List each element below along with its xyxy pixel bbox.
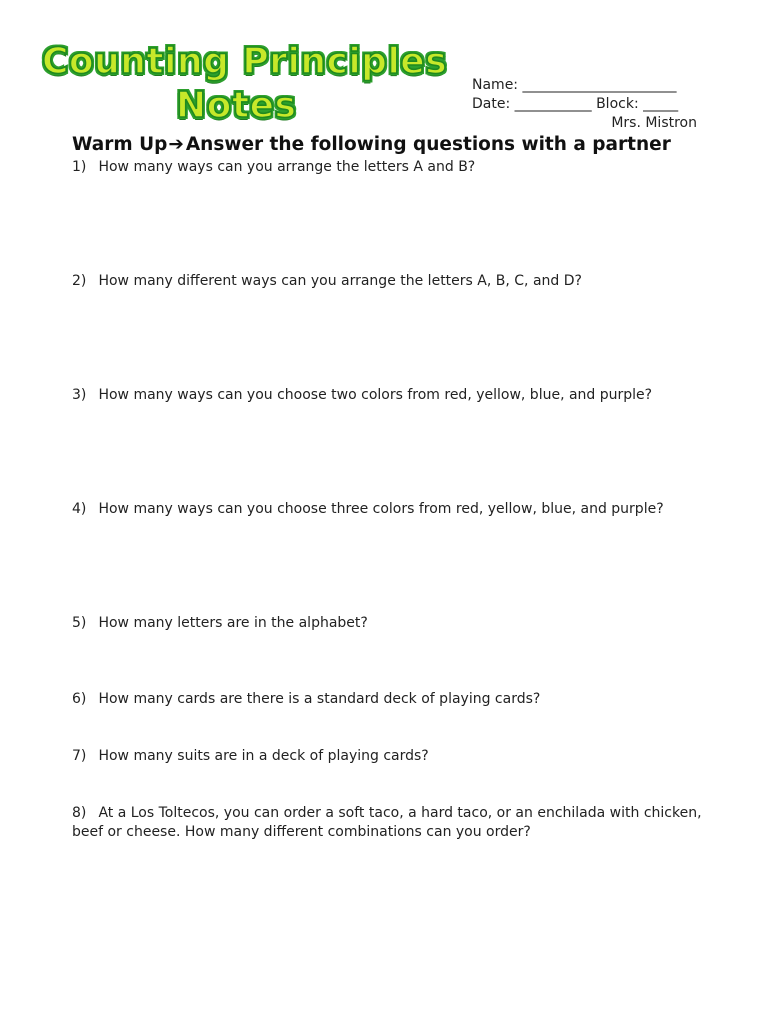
question-number: 2) <box>72 273 87 289</box>
question-text: How many cards are there is a standard deck of playing cards? <box>98 691 541 707</box>
page-title-line-1: Counting Principles <box>42 41 448 82</box>
question-8 <box>72 804 702 842</box>
page-title-line-2: Notes <box>176 85 297 126</box>
question-4 <box>72 500 702 519</box>
question-number: 7) <box>72 748 87 764</box>
warmup-label: Warm Up <box>72 134 168 155</box>
question-2 <box>72 272 702 291</box>
name-field-label: Name: ______________________ <box>472 77 677 93</box>
arrow-icon: ➔ <box>168 134 184 155</box>
question-number: 3) <box>72 387 87 403</box>
question-text: How many ways can you arrange the letters A and B? <box>98 159 476 175</box>
warmup-heading <box>72 134 671 155</box>
question-number: 8) <box>72 805 87 821</box>
question-6 <box>72 690 702 709</box>
question-text: How many ways can you choose two colors from red, yellow, blue, and purple? <box>98 387 653 403</box>
question-text: How many ways can you choose three colors from red, yellow, blue, and purple? <box>98 501 664 517</box>
teacher-name: Mrs. Mistron <box>611 115 697 131</box>
question-text: At a Los Toltecos, you can order a soft taco, a hard taco, or an enchilada with chicken, beef or cheese. How many different combinations can you order? <box>72 805 702 840</box>
question-text: How many different ways can you arrange the letters A, B, C, and D? <box>98 273 582 289</box>
question-3 <box>72 386 702 405</box>
question-1 <box>72 158 702 177</box>
question-7 <box>72 747 702 766</box>
warmup-instruction: Answer the following questions with a partner <box>185 134 671 155</box>
date-block-field-label: Date: ___________ Block: _____ <box>472 96 679 112</box>
question-text: How many letters are in the alphabet? <box>98 615 368 631</box>
question-number: 5) <box>72 615 87 631</box>
question-number: 4) <box>72 501 87 517</box>
question-number: 6) <box>72 691 87 707</box>
question-number: 1) <box>72 159 87 175</box>
question-text: How many suits are in a deck of playing cards? <box>98 748 429 764</box>
question-5 <box>72 614 702 633</box>
